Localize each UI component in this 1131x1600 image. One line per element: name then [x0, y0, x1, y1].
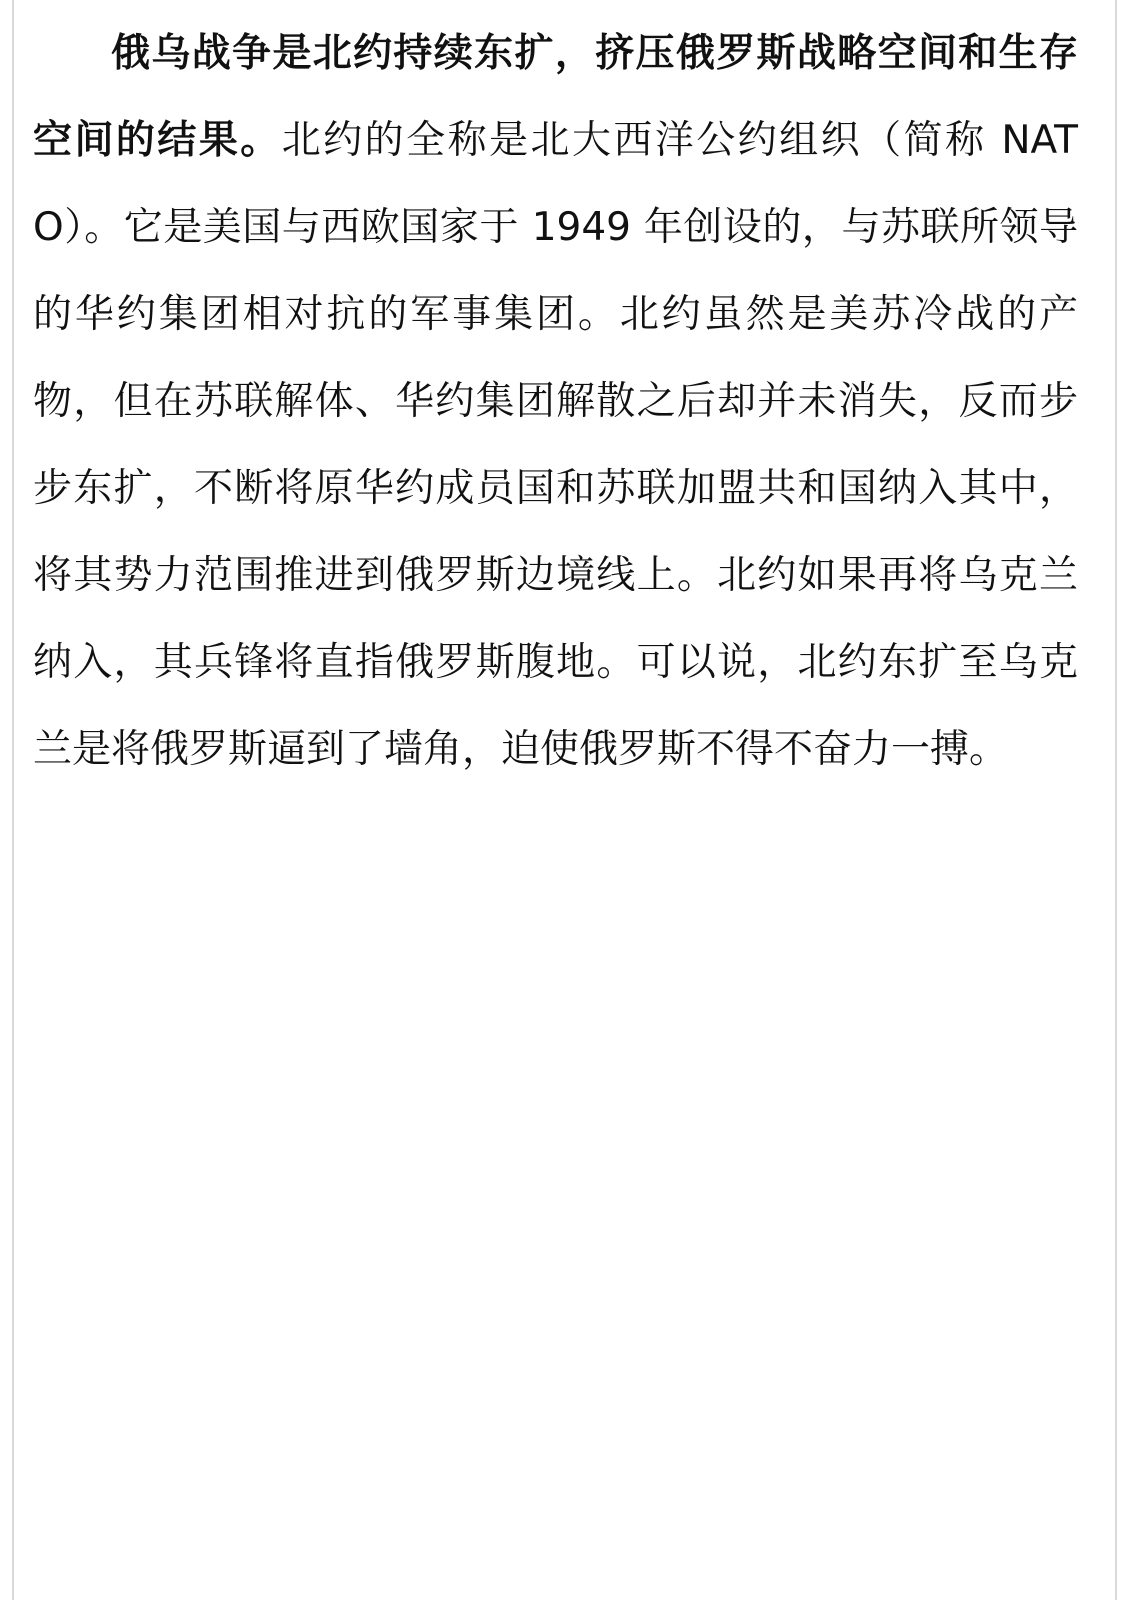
article-paragraph — [33, 10, 1078, 793]
body-text: 北约的全称是北大西洋公约组织（简称 NATO）。它是美国与西欧国家于 1949 年创设的，与苏联所领导的华约集团相对抗的军事集团。北约虽然是美苏冷战的产物，但在苏联解体、华约集团解散之后却并未消失，反而步步东扩，不断将原华约成员国和苏联加盟共和国纳入其中，将其势力范围推进到俄罗斯边境线上。北约如果再将乌克兰纳入，其兵锋将直指俄罗斯腹地。可以说，北约东扩至乌克兰是将俄罗斯逼到了墙角，迫使俄罗斯不得不奋力一搏。 — [33, 118, 1078, 772]
lead-sentence: 俄乌战争是北约持续东扩，挤压俄罗斯战略空间和生存空间的结果。 — [33, 31, 1078, 163]
